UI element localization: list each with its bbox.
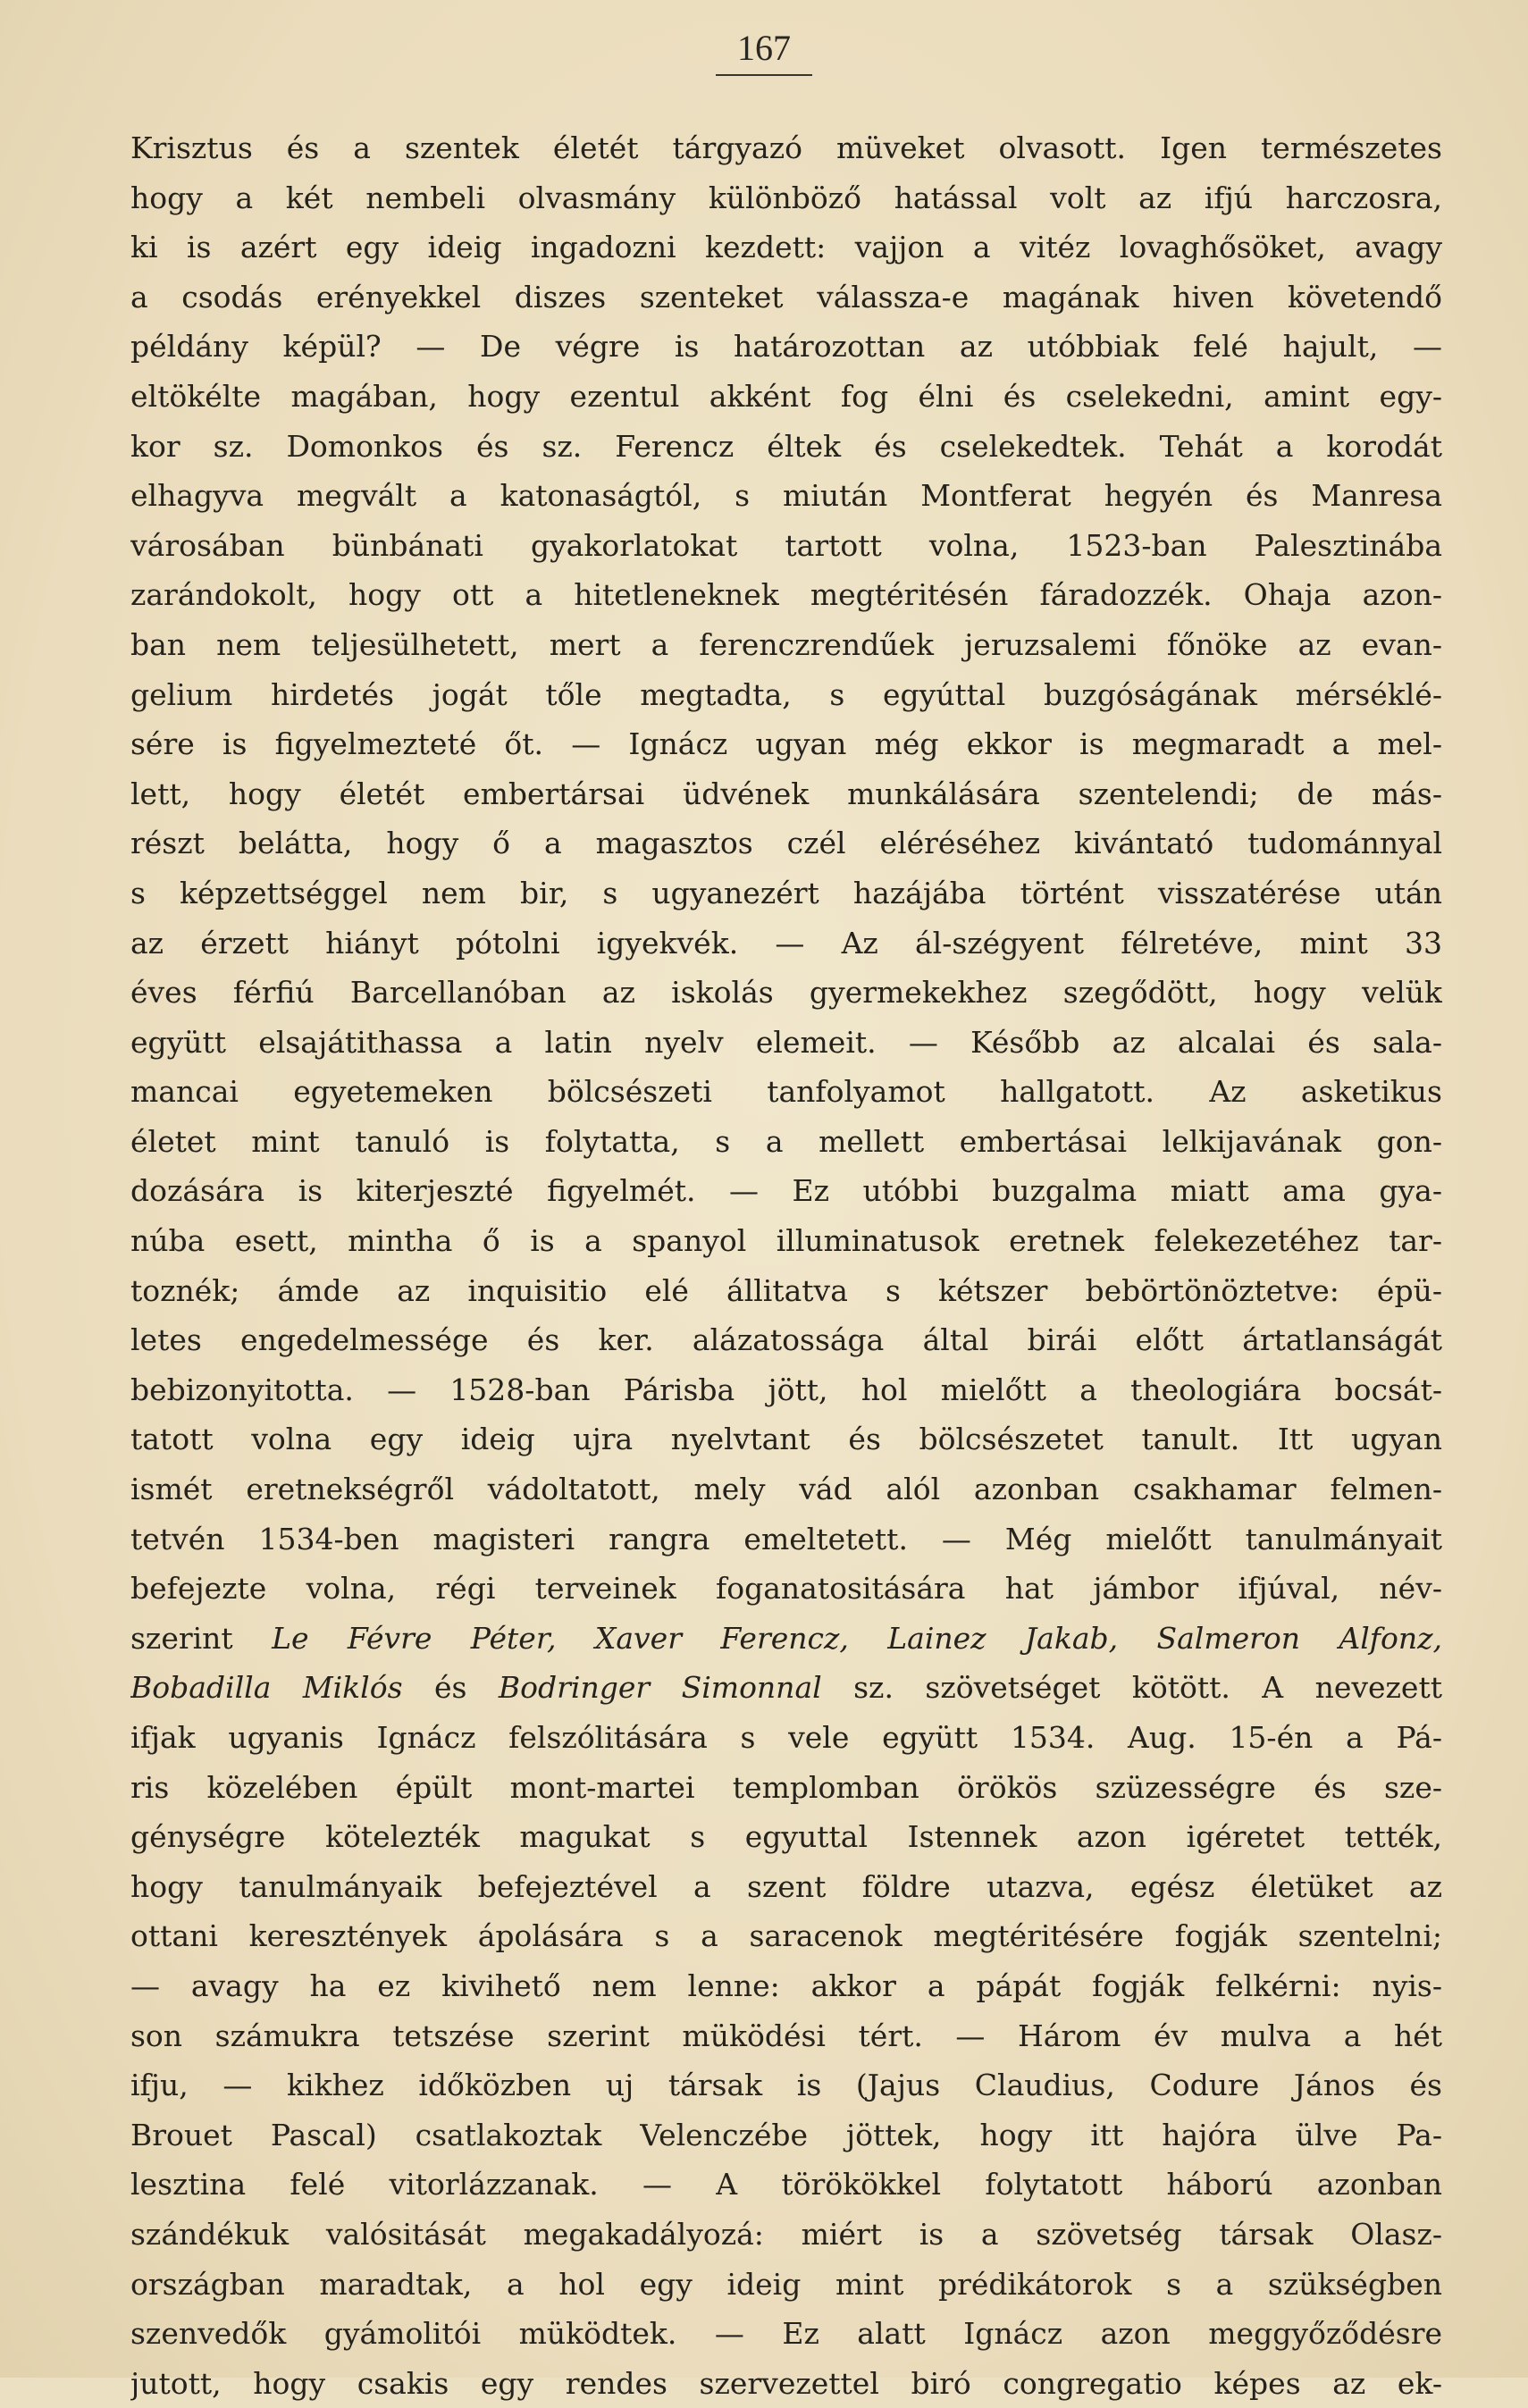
text-line-32 — [130, 1663, 1442, 1713]
text-line-6: eltökélte magában, hogy ezentul akként fog élni és cselekedni, amint egy- — [130, 378, 1442, 414]
text-line-4: a csodás erényekkel diszes szenteket válassza-e magának hiven követendő — [130, 279, 1442, 315]
text-line-25: letes engedelmessége és ker. alázatossága által birái előtt ártatlanságát — [130, 1322, 1442, 1358]
text-line-42: lesztina felé vitorlázzanak. — A törökökkel folytatott háború azonban — [130, 2167, 1442, 2202]
text-line-14: lett, hogy életét embertársai üdvének munkálására szentelendi; de más- — [130, 776, 1442, 811]
text-line-28: ismét eretnekségről vádoltatott, mely vád alól azonban csakhamar felmen- — [130, 1472, 1442, 1507]
text-line-2: hogy a két nembeli olvasmány különböző hatással volt az ifjú harczosra, — [130, 180, 1442, 215]
text-line-41: Brouet Pascal) csatlakoztak Velenczébe jöttek, hogy itt hajóra ülve Pa- — [130, 2117, 1442, 2152]
line-31-gap-1 — [556, 1621, 594, 1656]
name-bodringer: Bodringer Simonnal — [498, 1670, 822, 1706]
name-lainez: Lainez Jakab, — [887, 1620, 1119, 1656]
text-line-13: sére is figyelmezteté őt. — Ignácz ugyan még ekkor is megmaradt a mel- — [130, 726, 1442, 762]
text-line-15: részt belátta, hogy ő a magasztos czél eléréséhez kivántató tudománnyal — [130, 826, 1442, 861]
text-line-27: tatott volna egy ideig ujra nyelvtant és bölcsészetet tanult. Itt ugyan — [130, 1422, 1442, 1457]
text-line-21: életet mint tanuló is folytatta, s a mellett embertásai lelkijavának gon- — [130, 1123, 1442, 1159]
text-line-5: példány képül? — De végre is határozottan az utóbbiak felé hajult, — — [130, 329, 1442, 365]
name-bobadilla: Bobadilla Miklós — [130, 1670, 403, 1706]
text-line-31 — [130, 1614, 1442, 1664]
text-line-29: tetvén 1534-ben magisteri rangra emeltetett. — Még mielőtt tanulmányait — [130, 1521, 1442, 1556]
text-line-45: szenvedők gyámolitói müködtek. — Ez alatt Ignácz azon meggyőződésre — [130, 2316, 1442, 2352]
text-line-43: szándékuk valósitását megakadályozá: miért is a szövetség társak Olasz- — [130, 2216, 1442, 2252]
text-line-8: elhagyva megvált a katonaságtól, s miután Montferat hegyén és Manresa — [130, 478, 1442, 514]
name-salmeron: Salmeron Alfonz, — [1156, 1620, 1442, 1656]
text-line-19: együtt elsajátithassa a latin nyelv elemeit. — Később az alcalai és sala- — [130, 1024, 1442, 1060]
line-31-gap-3 — [1118, 1621, 1156, 1656]
text-line-35: génységre kötelezték magukat s egyuttal Istennek azon igéretet tették, — [130, 1819, 1442, 1855]
text-line-23: núba esett, mintha ő is a spanyol illuminatusok eretnek felekezetéhez tar- — [130, 1223, 1442, 1259]
name-le-fevre: Le Févre Péter, — [272, 1620, 557, 1656]
body-text — [130, 123, 1442, 2408]
text-line-17: az érzett hiányt pótolni igyekvék. — Az ál-szégyent félretéve, mint 33 — [130, 925, 1442, 961]
page-number: 167 — [716, 27, 812, 76]
page-header — [0, 27, 1528, 76]
text-line-30: befejezte volna, régi terveinek foganatositására hat jámbor ifjúval, név- — [130, 1571, 1442, 1607]
text-line-37: ottani keresztények ápolására s a saracenok megtéritésére fogják szentelni; — [130, 1918, 1442, 1954]
text-line-44: országban maradtak, a hol egy ideig mint prédikátorok s a szükségben — [130, 2266, 1442, 2302]
line-31-gap-2 — [849, 1621, 887, 1656]
name-xaver: Xaver Ferencz, — [594, 1620, 849, 1656]
text-line-34: ris közelében épült mont-martei templomban örökös szüzességre és sze- — [130, 1769, 1442, 1805]
line-32-rest: sz. szövetséget kötött. A nevezett — [821, 1670, 1442, 1706]
text-line-22: dozására is kiterjeszté figyelmét. — Ez utóbbi buzgalma miatt ama gya- — [130, 1173, 1442, 1209]
text-line-36: hogy tanulmányaik befejeztével a szent földre utazva, egész életüket az — [130, 1868, 1442, 1904]
text-line-7: kor sz. Domonkos és sz. Ferencz éltek és cselekedtek. Tehát a korodát — [130, 428, 1442, 464]
text-line-39: son számukra tetszése szerint müködési tért. — Három év mulva a hét — [130, 2018, 1442, 2053]
text-line-10: zarándokolt, hogy ott a hitetleneknek megtéritésén fáradozzék. Ohaja azon- — [130, 577, 1442, 613]
text-line-38: — avagy ha ez kivihető nem lenne: akkor a pápát fogják felkérni: nyis- — [130, 1968, 1442, 2003]
text-line-18: éves férfiú Barcellanóban az iskolás gyermekekhez szegődött, hogy velük — [130, 975, 1442, 1011]
line-32-conj: és — [402, 1670, 499, 1706]
text-line-24: toznék; ámde az inquisitio elé állitatva s kétszer bebörtönöztetve: épü- — [130, 1272, 1442, 1308]
text-line-16: s képzettséggel nem bir, s ugyanezért hazájába történt visszatérése után — [130, 875, 1442, 910]
text-line-26: bebizonyitotta. — 1528-ban Párisba jött, hol mielőtt a theologiára bocsát- — [130, 1372, 1442, 1407]
text-line-1: Krisztus és a szentek életét tárgyazó müveket olvasott. Igen természetes — [130, 130, 1442, 165]
text-line-9: városában bünbánati gyakorlatokat tartott volna, 1523-ban Palesztinába — [130, 527, 1442, 563]
text-line-40: ifju, — kikhez időközben uj társak is (Jajus Claudius, Codure János és — [130, 2068, 1442, 2103]
text-line-11: ban nem teljesülhetett, mert a ferenczrendűek jeruzsalemi főnöke az evan- — [130, 626, 1442, 662]
line-31-lead: szerint — [130, 1620, 273, 1656]
text-line-12: gelium hirdetés jogát tőle megtadta, s egyúttal buzgóságának mérséklé- — [130, 676, 1442, 712]
text-line-20: mancai egyetemeken bölcsészeti tanfolyamot hallgatott. Az asketikus — [130, 1074, 1442, 1110]
text-line-46: jutott, hogy csakis egy rendes szervezettel biró congregatio képes az ek- — [130, 2365, 1442, 2401]
text-line-33: ifjak ugyanis Ignácz felszólitására s vele együtt 1534. Aug. 15-én a Pá- — [130, 1720, 1442, 1755]
text-line-3: ki is azért egy ideig ingadozni kezdett: vajjon a vitéz lovaghősöket, avagy — [130, 230, 1442, 265]
